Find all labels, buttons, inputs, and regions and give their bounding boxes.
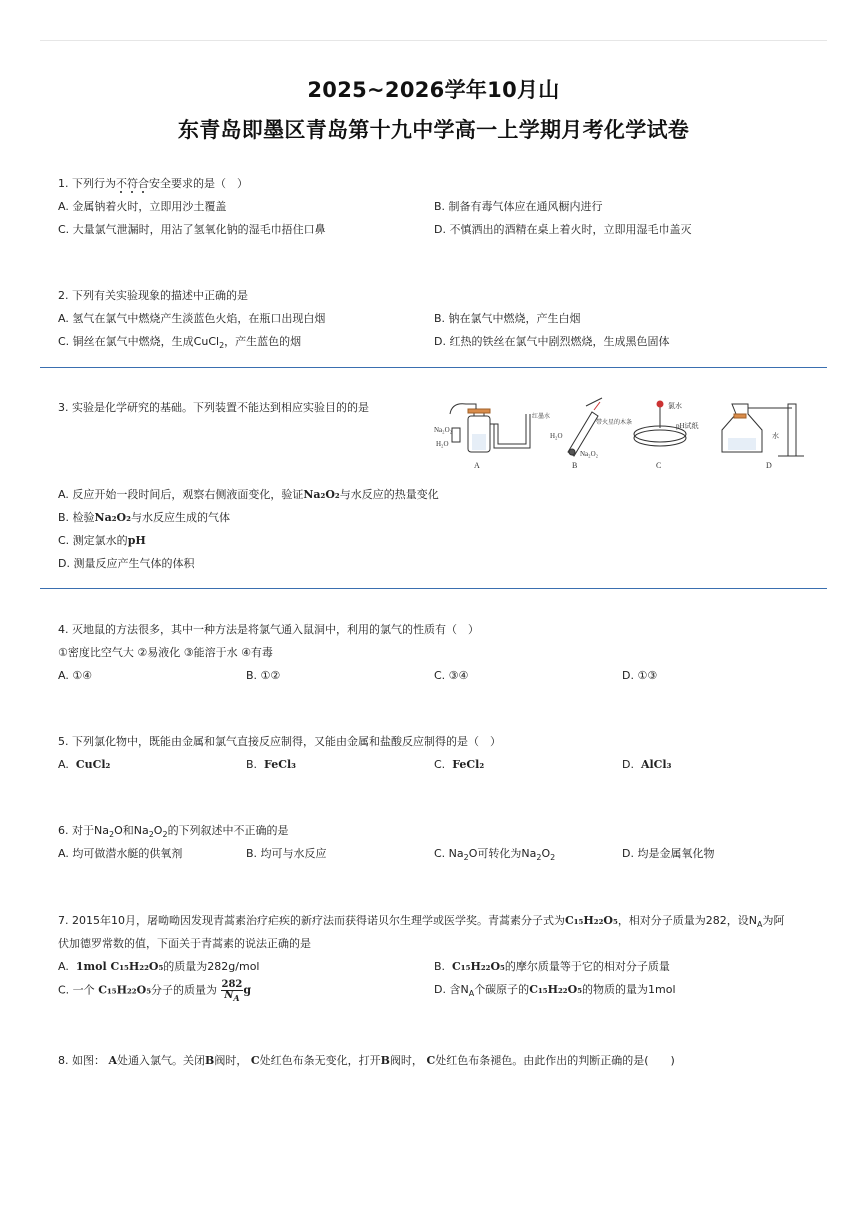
emphasis-dot [142, 191, 144, 193]
q1-option-d[interactable]: D. 不慎洒出的酒精在桌上着火时，立即用湿毛巾盖灭 [434, 223, 692, 236]
fig-c-cl: 氯水 [668, 402, 682, 410]
q8-label-b: B [380, 1054, 390, 1067]
q7-b-post: 的摩尔质量等于它的相对分子质量 [504, 960, 670, 973]
q7-post: 为阿 [762, 914, 785, 927]
q7-b-pre: B. [434, 960, 446, 973]
q6-sub: 2 [108, 830, 115, 840]
q6-c-mid: O [541, 847, 551, 860]
q5-option-b[interactable] [246, 758, 296, 772]
q6-option-a[interactable]: A. 均可做潜水艇的供氧剂 [58, 847, 183, 860]
q6-sub: 2 [148, 830, 154, 840]
q8-text: 处红色布条褪色。由此作出的判断正确的是( ) [435, 1054, 675, 1067]
apparatus-d [722, 404, 804, 456]
question-8-stem [58, 1054, 675, 1068]
q2-c-pre: C. 铜丝在氯气中燃烧，生成CuCl [58, 335, 220, 348]
fig-label-a: A [474, 461, 480, 470]
q7-option-d[interactable] [434, 983, 676, 997]
q8-label-c: C [426, 1054, 436, 1067]
q2-option-c[interactable] [58, 335, 301, 349]
q8-label-c: C [250, 1054, 260, 1067]
q6-post: 的下列叙述中不正确的是 [167, 824, 289, 837]
q2-option-b[interactable]: B. 钠在氯气中燃烧，产生白烟 [434, 312, 581, 325]
emphasis-dot [131, 191, 133, 193]
q7-a-pre: A. [58, 960, 69, 973]
q1-option-a[interactable]: A. 金属钠着火时，立即用沙土覆盖 [58, 200, 227, 213]
q6-c-sub: 2 [536, 853, 542, 863]
q6-option-c[interactable] [434, 847, 555, 861]
fig-label-c: C [656, 461, 662, 470]
q7-a-formula: 1mol C₁₅H₂₂O₅ [75, 960, 164, 973]
q5-b-label: B. [246, 758, 258, 771]
q7-option-c[interactable] [58, 980, 251, 1001]
fraction-denominator [221, 991, 244, 1001]
q6-pre: 6. 对于Na [58, 824, 109, 837]
q5-c-label: C. [434, 758, 446, 771]
q5-a-label: A. [58, 758, 69, 771]
q3-option-d[interactable]: D. 测量反应产生气体的体积 [58, 557, 195, 570]
fig-label-b: B [572, 461, 578, 470]
q3-c-formula: pH [127, 534, 146, 547]
fraction-den-sub: A [233, 993, 240, 1003]
q4-option-d[interactable]: D. ①③ [622, 669, 658, 682]
q6-sub: 2 [162, 830, 168, 840]
q8-text: 阀时， [214, 1054, 248, 1067]
q8-label-b: B [205, 1054, 215, 1067]
q3-option-b[interactable] [58, 511, 230, 525]
q1-emphasis-text: 不符合 [116, 177, 149, 190]
q7-b-formula: C₁₅H₂₂O₅ [452, 960, 505, 973]
q2-option-d[interactable]: D. 红热的铁丝在氯气中剧烈燃烧，生成黑色固体 [434, 335, 670, 348]
question-4-stem: 4. 灭地鼠的方法很多，其中一种方法是将氯气通入鼠洞中，利用的氯气的性质有（ ） [58, 623, 479, 636]
fig-label-d: D [766, 461, 772, 470]
q3-b-post: 与水反应生成的气体 [130, 511, 230, 524]
q7-d-post: 的物质的量为1mol [582, 983, 676, 996]
q7-option-a[interactable] [58, 960, 259, 974]
q4-properties: ①密度比空气大 ②易液化 ③能溶于水 ④有毒 [58, 646, 273, 659]
q4-option-c[interactable]: C. ③④ [434, 669, 469, 682]
fig-a-red: 红墨水 [532, 414, 551, 420]
q7-sub: A [757, 920, 763, 930]
q1-stem-pre: 1. 下列行为 [58, 177, 116, 190]
q7-d-formula: C₁₅H₂₂O₅ [529, 983, 583, 996]
q7-c-fraction [221, 980, 244, 1001]
apparatus-b [568, 398, 602, 456]
question-7-line2: 伏加德罗常数的值，下面关于青蒿素的说法正确的是 [58, 937, 311, 950]
fig-b-na2o2: Na₂O₂ [580, 450, 599, 458]
question-6-stem [58, 824, 289, 838]
q5-c-formula: FeCl₂ [452, 758, 485, 771]
section-divider [40, 588, 827, 589]
q7-option-b[interactable] [434, 960, 670, 974]
q6-mid: O [153, 824, 163, 837]
question-5-stem: 5. 下列氯化物中，既能由金属和氯气直接反应制得，又能由金属和盐酸反应制得的是（ ） [58, 735, 501, 748]
q7-c-pre: C. 一个 [58, 983, 95, 997]
page-title-line1: 2025~2026学年10月山 [307, 78, 560, 102]
q2-option-a[interactable]: A. 氢气在氯气中燃烧产生淡蓝色火焰，在瓶口出现白烟 [58, 312, 326, 325]
top-divider [40, 40, 827, 41]
fig-c-ph: pH试纸 [676, 422, 699, 430]
q6-option-b[interactable]: B. 均可与水反应 [246, 847, 327, 860]
q7-d-mid: 个碳原子的 [474, 983, 530, 996]
q5-b-formula: FeCl₃ [264, 758, 297, 771]
q5-d-label: D. [622, 758, 634, 771]
q5-option-d[interactable] [622, 758, 671, 772]
q1-option-b[interactable]: B. 制备有毒气体应在通风橱内进行 [434, 200, 603, 213]
q7-c-mid: 分子的质量为 [151, 983, 218, 997]
q7-c-formula: C₁₅H₂₂O₅ [98, 983, 152, 997]
fig-a-h2o: H₂O [436, 440, 449, 448]
question-1-stem [58, 177, 248, 191]
q1-emphasis [116, 177, 149, 190]
fig-b-stick: 带火星的木条 [596, 420, 633, 426]
q3-b-formula: Na₂O₂ [94, 511, 131, 524]
q3-b-pre: B. 检验 [58, 511, 95, 524]
q6-option-d[interactable]: D. 均是金属氧化物 [622, 847, 715, 860]
q6-c-sub: 2 [550, 853, 556, 863]
fig-a-na2o2: Na₂O₂ [434, 426, 453, 434]
fig-b-h2o: H₂O [550, 432, 563, 440]
q8-label-a: A [108, 1054, 118, 1067]
fig-d-water: 水 [772, 432, 779, 440]
question-7-line1 [58, 914, 785, 928]
q1-option-c[interactable]: C. 大量氯气泄漏时，用沾了氢氧化钠的湿毛巾捂住口鼻 [58, 223, 326, 236]
q8-text: 阀时， [389, 1054, 423, 1067]
q7-mid: ，相对分子质量为282，设N [617, 914, 758, 927]
q7-d-pre: D. 含N [434, 983, 469, 996]
q6-mid: O和Na [114, 824, 149, 837]
q4-option-a[interactable]: A. ①④ [58, 669, 93, 682]
q3-a-post: 与水反应的热量变化 [339, 488, 439, 501]
q5-d-formula: AlCl₃ [640, 758, 672, 771]
q2-c-post: ，产生蓝色的烟 [224, 335, 302, 348]
q5-option-c[interactable] [434, 758, 484, 772]
q7-formula: C₁₅H₂₂O₅ [564, 914, 618, 927]
q1-stem-post: 安全要求的是（ ） [149, 177, 248, 190]
q3-c-pre: C. 测定氯水的 [58, 534, 128, 547]
q6-c-mid: O可转化为Na [468, 847, 537, 860]
q4-option-b[interactable]: B. ①② [246, 669, 281, 682]
q3-a-formula: Na₂O₂ [303, 488, 340, 501]
q7-d-sub: A [468, 989, 475, 999]
q3-a-pre: A. 反应开始一段时间后，观察右侧液面变化，验证 [58, 488, 304, 501]
apparatus-a [450, 404, 530, 452]
q3-option-c[interactable] [58, 534, 146, 548]
q3-option-a[interactable] [58, 488, 439, 502]
apparatus-figure [432, 394, 812, 474]
q8-text: 8. 如图： [58, 1054, 105, 1067]
q2-c-sub: 2 [219, 341, 225, 351]
q6-c-pre: C. Na [434, 847, 464, 860]
q5-a-formula: CuCl₂ [75, 758, 111, 771]
question-2-stem: 2. 下列有关实验现象的描述中正确的是 [58, 289, 248, 302]
fraction-numerator: 282 [221, 979, 243, 990]
q7-pre: 7. 2015年10月，屠呦呦因发现青蒿素治疗疟疾的新疗法而获得诺贝尔生理学或医学奖。青蒿素分子式为 [58, 914, 565, 927]
q7-a-post: 的质量为282g/mol [163, 960, 260, 973]
q5-option-a[interactable] [58, 758, 110, 772]
page-title-line2: 东青岛即墨区青岛第十九中学高一上学期月考化学试卷 [177, 118, 690, 142]
q7-c-unit: g [243, 983, 252, 997]
question-3-stem: 3. 实验是化学研究的基础。下列装置不能达到相应实验目的的是 [58, 401, 369, 414]
q8-text: 处红色布条无变化，打开 [259, 1054, 381, 1067]
fraction-den-text: N [224, 990, 234, 1001]
section-divider [40, 367, 827, 368]
emphasis-dot [120, 191, 122, 193]
q8-text: 处通入氯气。关闭 [117, 1054, 206, 1067]
q6-c-sub: 2 [463, 853, 469, 863]
